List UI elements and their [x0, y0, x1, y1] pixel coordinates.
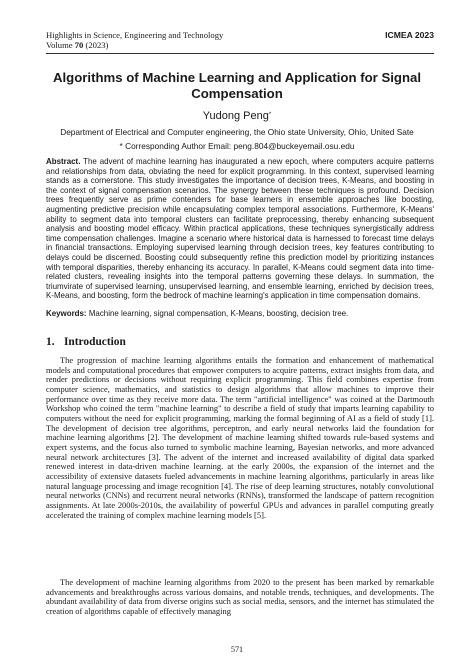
section-title: Introduction [64, 336, 126, 348]
author-affiliation: Department of Electrical and Computer engineering, the Ohio state University, Ohio, United Sate [60, 127, 414, 137]
volume-year: (2023) [85, 40, 109, 50]
abstract-label: Abstract. [46, 157, 81, 166]
corresponding-mark: * [268, 112, 272, 118]
keywords-label: Keywords: [46, 309, 87, 318]
running-header-journal [46, 30, 434, 40]
volume-number: 70 [74, 40, 84, 50]
body-paragraph-2: The development of machine learning algorithms from 2020 to the present has been marked by remarkable advancements and breakthroughs across various domains, and notable trends, techniques, and developments. The abundant availability of data from diverse origins such as social media, sensors, and the internet has stimulated the creation of algorithms capable of effectively managing [46, 577, 434, 616]
header-rule [46, 53, 434, 54]
paper-title: Algorithms of Machine Learning and Application for Signal Compensation [52, 70, 422, 101]
author-name: Yudong Peng [202, 110, 269, 122]
volume-label: Volume [46, 40, 73, 50]
section-heading [46, 336, 126, 349]
body-paragraph-1: The progression of machine learning algorithms entails the formation and enhancement of mathematical models and computational procedures that empower computers to acquire patterns, extract insights from data, and render predictions or decisions without requiring explicit programming. This field combines expertise from computer science, mathematics, and statistics to design algorithms that allow machines to improve their performance over time as they receive more data. The term "artificial intelligence" was coined at the Dartmouth Workshop who coined the term "machine learning" to describe a field of study that imparts learning capability to computers without the need for explicit programming, marking the formal beginning of AI as a field of study [1]. The development of decision tree algorithms, perceptron, and early neural networks laid the foundation for machine learning algorithms [2]. The development of machine learning shifted towards rule-based systems and expert systems, and the focus also turned to symbolic machine learning, Bayesian networks, and more advanced neural network architectures [3]. The advent of the internet and increased availability of digital data sparked renewed interest in data-driven machine learning. at the early 2000s, the expansion of the internet and the accessibility of extensive datasets fueled advancements in machine learning algorithms, particularly in areas like natural language processing and image recognition [4]. The rise of deep learning structures, notably convolutional neural networks (CNNs) and recurrent neural networks (RNNs), transformed the landscape of pattern recognition assignments. At late 2000s-2010s, the availability of powerful GPUs and advances in parallel computing greatly accelerated the training of complex machine learning models [5]. [46, 355, 434, 520]
section-number: 1. [46, 336, 55, 348]
keywords [46, 309, 434, 319]
conference-name: ICMEA 2023 [385, 30, 434, 40]
keywords-text: Machine learning, signal compensation, K-Means, boosting, decision tree. [88, 309, 349, 318]
corresponding-email: * Corresponding Author Email: peng.804@buckeyemail.osu.edu [119, 141, 355, 151]
author-line [40, 110, 434, 123]
page-number: 571 [230, 645, 244, 654]
running-header-volume [46, 40, 434, 50]
journal-name: Highlights in Science, Engineering and Technology [46, 30, 224, 40]
abstract-text: The advent of machine learning has inaugurated a new epoch, where computers acquire patterns and relationships from data, obviating the need for explicit programming. In this context, supervised learning stands as a cornerstone. This study investigates the importance of decision trees, K-Means, and boosting in the context of signal compensation scenarios. The synergy between these techniques is profound. Decision trees frequently serve as prime contenders for base learners in ensemble approaches like boosting, augmenting predictive precision while encapsulating complex temporal associations. Furthermore, K-Means' ability to segment data into temporal clusters can facilitate preprocessing, thereby enhancing subsequent analysis and boosting model efficacy. Within practical applications, these techniques synergistically address time compensation challenges. Imagine a scenario where historical data is harnessed to forecast time delays in financial transactions. Employing supervised learning through decision trees, key features contributing to delays could be discerned. Boosting could subsequently refine this prediction model by prioritizing instances with temporal disparities, thereby enhancing its accuracy. In parallel, K-Means could segment data into time-related clusters, revealing insights into the temporal patterns governing these delays. In summation, the triumvirate of supervised learning, unsupervised learning, and ensemble learning, enriched by decision trees, K-Means, and boosting, form the bedrock of machine learning's application in time compensation domains. [46, 157, 434, 301]
abstract [46, 157, 434, 301]
